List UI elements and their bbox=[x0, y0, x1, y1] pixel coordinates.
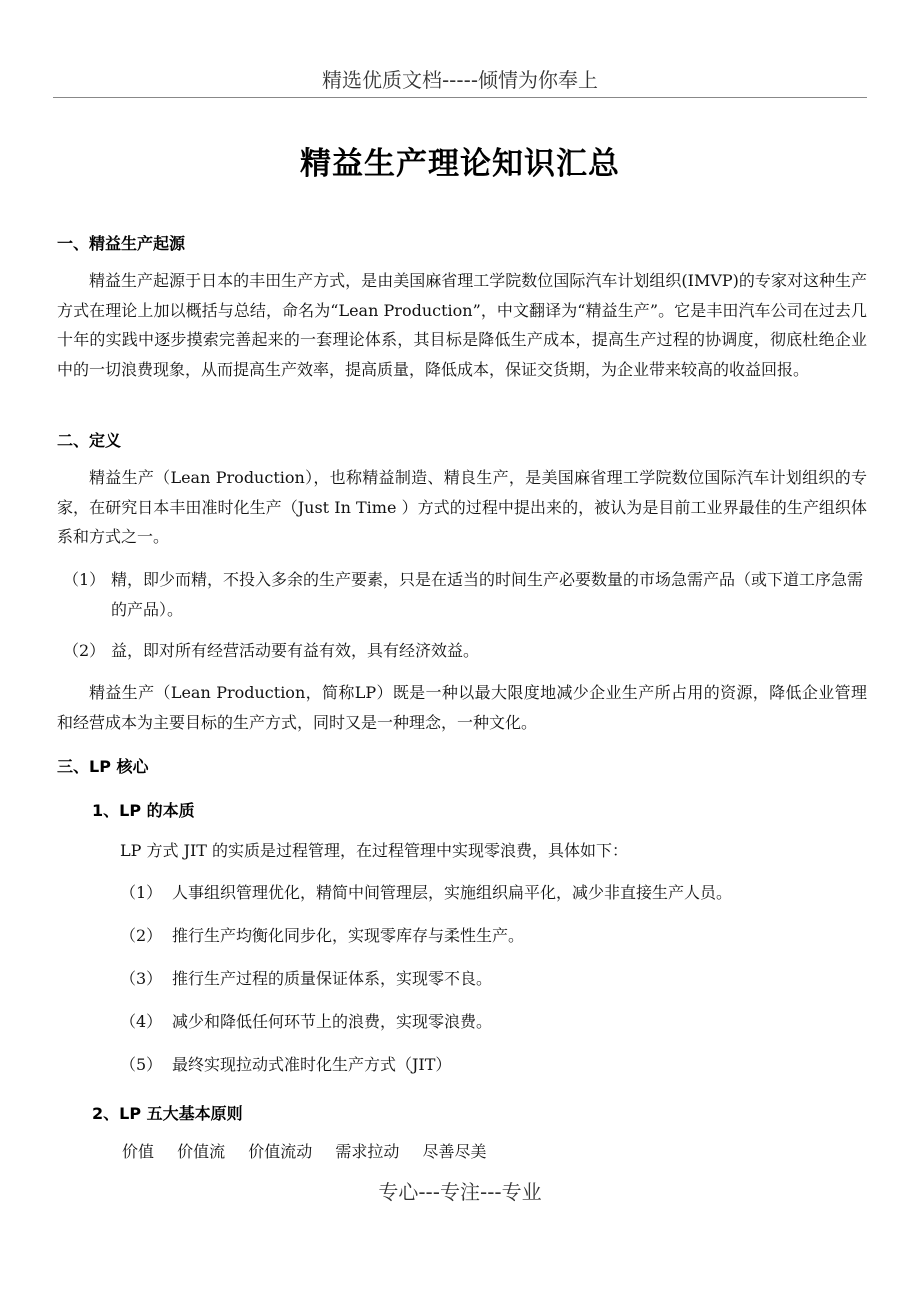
item-number: （2） bbox=[63, 641, 106, 660]
item-text: 精，即少而精，不投入多余的生产要素，只是在适当的时间生产必要数量的市场急需产品（或下道工序急需的产品）。 bbox=[111, 570, 864, 619]
subheading-principles: 2、LP 五大基本原则 bbox=[92, 1104, 243, 1123]
item-text: 益，即对所有经营活动要有益有效，具有经济效益。 bbox=[111, 641, 480, 660]
essence-item-4 bbox=[120, 1007, 867, 1037]
item-number: （5） bbox=[120, 1055, 163, 1074]
definition-item-1 bbox=[63, 565, 867, 624]
definition-paragraph-2: 精益生产（Lean Production，简称LP）既是一种以最大限度地减少企业生产所占用的资源，降低企业管理和经营成本为主要目标的生产方式，同时又是一种理念，一种文化。 bbox=[57, 683, 867, 732]
principle-item: 价值流动 bbox=[248, 1142, 313, 1161]
section-heading-origin: 一、精益生产起源 bbox=[57, 234, 186, 253]
item-text: 减少和降低任何环节上的浪费，实现零浪费。 bbox=[172, 1012, 493, 1031]
item-text: 最终实现拉动式准时化生产方式（JIT） bbox=[172, 1055, 452, 1074]
subheading-essence: 1、LP 的本质 bbox=[92, 801, 195, 820]
essence-item-2 bbox=[120, 921, 867, 951]
principle-item: 需求拉动 bbox=[335, 1142, 400, 1161]
principle-item: 价值流 bbox=[177, 1142, 226, 1161]
origin-paragraph: 精益生产起源于日本的丰田生产方式，是由美国麻省理工学院数位国际汽车计划组织(IMVP)的专家对这种生产方式在理论上加以概括与总结，命名为“Lean Production”，中文翻译为“精益生产”。它是丰田汽车公司在过去几十年的实践中逐步摸索完善起来的一套理论体系，其目标是降低生产成本，提高生产过程的协调度，彻底杜绝企业中的一切浪费现象，从而提高生产效率，提高质量，降低成本，保证交货期，为企业带来较高的收益回报。 bbox=[57, 271, 867, 379]
definition-item-2 bbox=[63, 636, 867, 666]
principles-list bbox=[122, 1137, 867, 1167]
page-footer: 专心---专注---专业 bbox=[378, 1180, 542, 1204]
item-number: （1） bbox=[63, 570, 106, 589]
principle-item: 尽善尽美 bbox=[422, 1142, 487, 1161]
item-number: （3） bbox=[120, 969, 163, 988]
item-text: 人事组织管理优化，精简中间管理层，实施组织扁平化，减少非直接生产人员。 bbox=[172, 883, 733, 902]
section-heading-definition: 二、定义 bbox=[57, 431, 122, 450]
header-divider bbox=[53, 97, 867, 98]
essence-item-1 bbox=[120, 878, 867, 908]
document-title: 精益生产理论知识汇总 bbox=[300, 146, 620, 182]
essence-intro: LP 方式 JIT 的实质是过程管理，在过程管理中实现零浪费，具体如下： bbox=[120, 841, 629, 860]
essence-item-5 bbox=[120, 1050, 867, 1080]
item-text: 推行生产过程的质量保证体系，实现零不良。 bbox=[172, 969, 493, 988]
definition-paragraph-1: 精益生产（Lean Production），也称精益制造、精良生产，是美国麻省理工学院数位国际汽车计划组织的专家，在研究日本丰田准时化生产（Just In Time ）方式的过程中提出来的，被认为是目前工业界最佳的生产组织体系和方式之一。 bbox=[57, 468, 867, 546]
essence-item-3 bbox=[120, 964, 867, 994]
section-heading-core: 三、LP 核心 bbox=[57, 757, 149, 776]
item-number: （4） bbox=[120, 1012, 163, 1031]
principle-item: 价值 bbox=[122, 1142, 155, 1161]
page-header: 精选优质文档-----倾情为你奉上 bbox=[321, 68, 599, 92]
item-number: （2） bbox=[120, 926, 163, 945]
item-text: 推行生产均衡化同步化，实现零库存与柔性生产。 bbox=[172, 926, 525, 945]
item-number: （1） bbox=[120, 883, 163, 902]
